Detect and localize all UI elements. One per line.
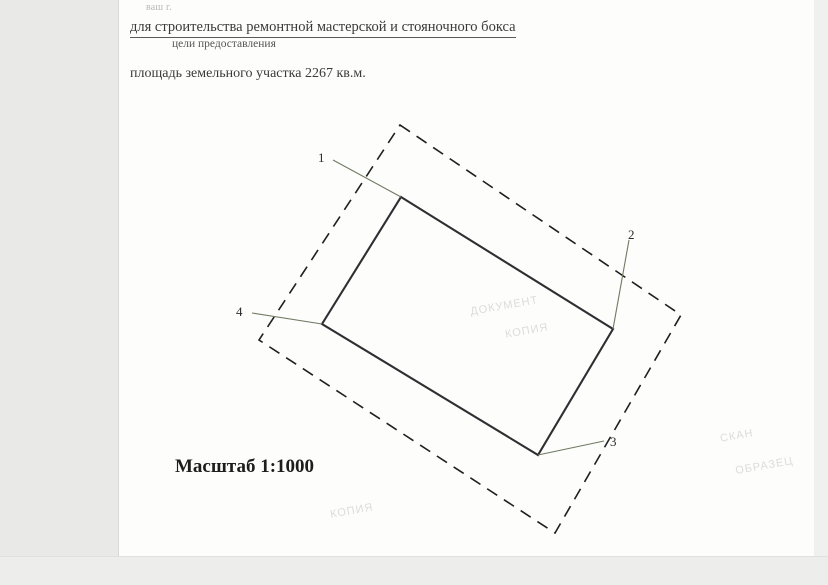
watermark-2: КОПИЯ (504, 321, 550, 341)
vertex-label-3: 3 (610, 434, 617, 449)
watermark-4: ОБРАЗЕЦ (734, 454, 795, 478)
leader-line-4 (252, 313, 322, 324)
watermark-1: ДОКУМЕНТ (469, 294, 540, 318)
vertex-label-4: 4 (236, 304, 243, 319)
boundary-dashed-polygon (259, 125, 681, 533)
area-line: площадь земельного участка 2267 кв.м. (130, 66, 366, 81)
watermark-3: СКАН (719, 427, 755, 445)
purpose-caption: цели предоставления (172, 38, 276, 50)
top-cut-text: ваш г. (146, 2, 172, 13)
scale-label: Масштаб 1:1000 (175, 456, 315, 477)
purpose-line: для строительства ремонтной мастерской и стояночного бокса (130, 19, 516, 38)
watermark-5: КОПИЯ (329, 501, 375, 521)
vertex-label-1: 1 (318, 150, 325, 165)
parcel-outline-polygon (322, 197, 613, 455)
leader-line-1 (333, 160, 401, 197)
leader-line-2 (613, 240, 629, 329)
leader-line-3 (538, 441, 604, 455)
vertex-label-2: 2 (628, 227, 635, 242)
